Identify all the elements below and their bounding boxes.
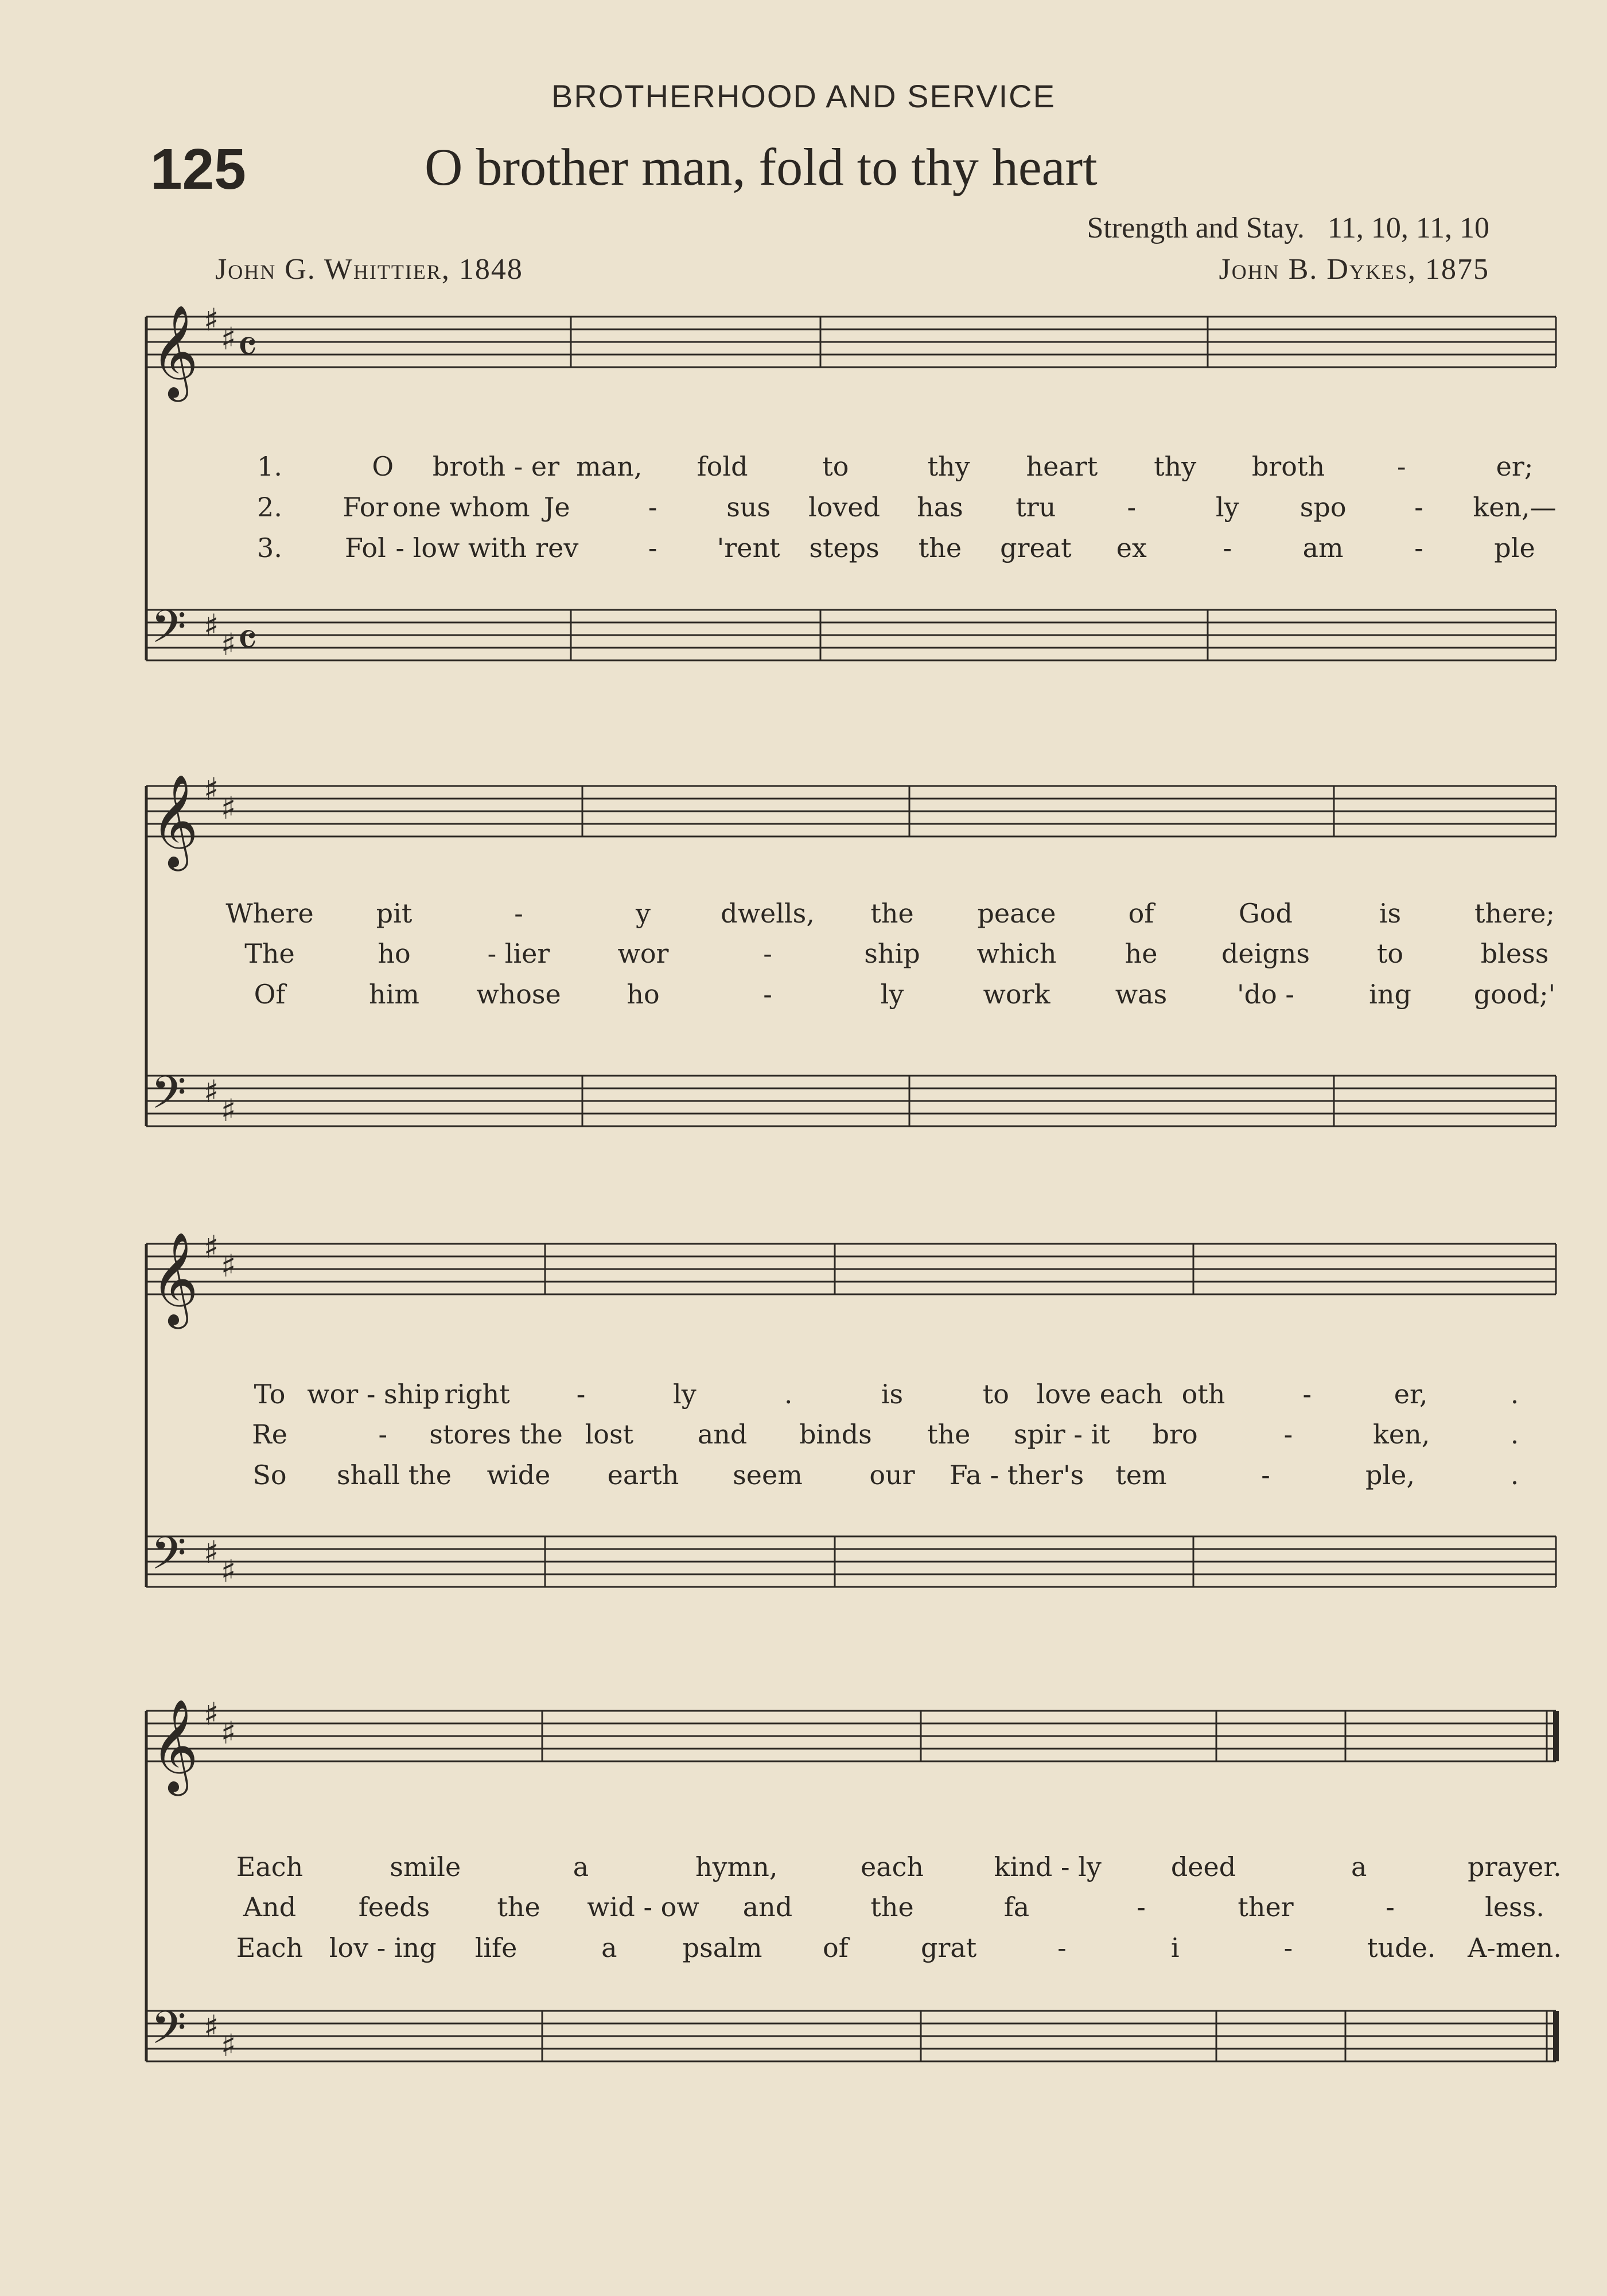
lyric-syllable: there; [1474, 898, 1555, 929]
lyric-syllable: him [369, 979, 419, 1010]
lyric-syllable: bless [1480, 938, 1549, 969]
lyric-syllable: deigns [1221, 938, 1310, 969]
lyric-syllable: The [244, 938, 295, 969]
lyric-syllable: - [1127, 492, 1137, 523]
lyric-syllable: smile [390, 1851, 461, 1882]
lyric-syllable: tru [1015, 492, 1056, 523]
lyric-syllable: fold [697, 451, 748, 482]
lyric-syllable: to [982, 1379, 1009, 1410]
lyric-syllable: - [514, 898, 523, 929]
lyric-syllable: ex [1116, 532, 1147, 563]
lyric-line [0, 532, 1607, 567]
lyric-syllable: oth [1181, 1379, 1225, 1410]
lyric-line [0, 898, 1607, 932]
sharp-icon: ♯ [221, 626, 236, 663]
treble-clef-icon: 𝄞 [151, 1699, 199, 1792]
lyric-syllable: am [1302, 532, 1344, 563]
lyric-syllable: tude. [1367, 1932, 1436, 1963]
lyric-syllable: ther [1238, 1892, 1294, 1923]
lyric-syllable: ken, [1373, 1419, 1430, 1450]
lyric-syllable: the [927, 1419, 971, 1450]
lyric-syllable: wide [487, 1460, 551, 1491]
lyric-line [0, 938, 1607, 972]
lyric-syllable: ple, [1365, 1460, 1415, 1491]
lyric-syllable: earth [607, 1460, 679, 1491]
lyric-syllable: . [1510, 1419, 1519, 1450]
lyric-syllable: each [860, 1851, 924, 1882]
lyric-syllable: whose [476, 979, 561, 1010]
lyric-line [0, 1932, 1607, 1967]
lyric-syllable: man, [576, 451, 643, 482]
lyric-syllable: And [243, 1892, 297, 1923]
lyric-line [0, 1892, 1607, 1926]
lyric-syllable: and [697, 1419, 748, 1450]
lyric-line [0, 1851, 1607, 1886]
lyric-syllable: deed [1170, 1851, 1236, 1882]
lyric-syllable: - [378, 1419, 388, 1450]
lyric-syllable: hymn, [695, 1851, 778, 1882]
treble-clef-icon: 𝄞 [151, 305, 199, 398]
lyric-syllable: great [1000, 532, 1072, 563]
sharp-icon: ♯ [221, 2028, 236, 2064]
lyric-syllable: broth - er [432, 451, 560, 482]
lyric-syllable: i [1170, 1932, 1180, 1963]
lyric-syllable: To [254, 1379, 286, 1410]
lyric-syllable: is [881, 1379, 904, 1410]
lyric-syllable: ho [378, 938, 411, 969]
lyric-syllable: kind - ly [994, 1851, 1102, 1882]
bass-clef-icon: 𝄢 [151, 2001, 186, 2065]
lyric-syllable: peace [977, 898, 1056, 929]
lyric-syllable: - [1261, 1460, 1270, 1491]
lyric-syllable: ly [880, 979, 904, 1010]
sharp-icon: ♯ [221, 1092, 236, 1128]
lyric-syllable: For [343, 492, 388, 523]
lyric-syllable: ken,— [1473, 492, 1557, 523]
lyric-syllable: - lier [487, 938, 550, 969]
lyric-syllable: has [917, 492, 963, 523]
lyric-syllable: bro [1152, 1419, 1198, 1450]
lyric-syllable: . [1510, 1379, 1519, 1410]
lyric-syllable: - [576, 1379, 586, 1410]
lyric-syllable: - [1283, 1932, 1293, 1963]
lyric-syllable: is [1379, 898, 1402, 929]
lyric-syllable: - [763, 979, 772, 1010]
lyric-syllable: the [870, 898, 914, 929]
lyric-syllable: - [763, 938, 772, 969]
lyric-syllable: life [474, 1932, 517, 1963]
lyric-syllable: tem [1115, 1460, 1167, 1491]
lyric-syllable: spo [1299, 492, 1347, 523]
lyric-syllable: which [976, 938, 1057, 969]
lyric-line [0, 492, 1607, 526]
lyric-syllable: wor [617, 938, 669, 969]
lyric-syllable: spir - it [1014, 1419, 1110, 1450]
lyric-syllable: wor - ship [307, 1379, 440, 1410]
meter: 11, 10, 11, 10 [1327, 212, 1489, 244]
lyric-syllable: less. [1485, 1892, 1544, 1923]
lyric-syllable: ple [1494, 532, 1535, 563]
bass-clef-icon: 𝄢 [151, 1066, 186, 1130]
author-credit: John G. Whittier, 1848 [215, 253, 523, 286]
lyric-syllable: dwells, [721, 898, 815, 929]
lyric-syllable: one whom [392, 492, 530, 523]
sharp-icon: ♯ [204, 2009, 219, 2045]
lyric-syllable: to [822, 451, 849, 482]
sharp-icon: ♯ [204, 1229, 219, 1265]
section-header: BROTHERHOOD AND SERVICE [551, 78, 1056, 114]
lyric-syllable: grat [920, 1932, 977, 1963]
lyric-syllable: . [1510, 1460, 1519, 1491]
sharp-icon: ♯ [204, 771, 219, 807]
lyric-syllable: Fol [345, 532, 386, 563]
lyric-syllable: work [983, 979, 1050, 1010]
lyric-syllable: ing [1369, 979, 1411, 1010]
lyric-syllable: Re [252, 1419, 287, 1450]
lyric-syllable: So [252, 1460, 287, 1491]
lyric-syllable: steps [809, 532, 880, 563]
lyric-syllable: seem [733, 1460, 803, 1491]
common-time-icon: 𝄴 [237, 613, 258, 667]
lyric-syllable: a [1351, 1851, 1367, 1882]
lyric-syllable: broth [1251, 451, 1325, 482]
lyric-syllable: sus [726, 492, 771, 523]
lyric-syllable: the [918, 532, 962, 563]
lyric-syllable: he [1124, 938, 1158, 969]
bass-clef-icon: 𝄢 [151, 1527, 186, 1591]
hymn-title: O brother man, fold to thy heart [425, 138, 1098, 196]
lyric-syllable: Each [236, 1932, 303, 1963]
sharp-icon: ♯ [221, 1248, 236, 1284]
sharp-icon: ♯ [221, 1715, 236, 1751]
lyric-syllable: lov - ing [329, 1932, 437, 1963]
lyric-syllable: wid - ow [587, 1892, 699, 1923]
lyric-syllable: pit [376, 898, 413, 929]
lyric-syllable: - [1414, 532, 1423, 563]
lyric-syllable: - low with [395, 532, 527, 563]
lyric-syllable: good;' [1473, 979, 1556, 1010]
lyric-syllable: psalm [682, 1932, 762, 1963]
lyric-syllable: O [372, 451, 394, 482]
lyric-syllable: - [1414, 492, 1423, 523]
lyric-syllable: 1. [257, 451, 282, 482]
treble-clef-icon: 𝄞 [151, 774, 199, 867]
lyric-syllable: - [1283, 1419, 1293, 1450]
lyric-syllable: to [1376, 938, 1404, 969]
lyric-syllable: 'do - [1237, 979, 1294, 1010]
lyric-syllable: right [444, 1379, 510, 1410]
lyric-syllable: - [1302, 1379, 1312, 1410]
lyric-syllable: Je [543, 492, 570, 523]
lyric-syllable: A-men. [1468, 1932, 1562, 1963]
lyric-syllable: our [869, 1460, 915, 1491]
lyric-syllable: Of [254, 979, 286, 1010]
treble-clef-icon: 𝄞 [151, 1232, 199, 1325]
lyric-line [0, 979, 1607, 1013]
lyric-syllable: ly [1215, 492, 1239, 523]
lyric-line [0, 1419, 1607, 1453]
lyric-syllable: rev [535, 532, 579, 563]
sharp-icon: ♯ [204, 1534, 219, 1570]
lyric-syllable: thy [1154, 451, 1197, 482]
lyric-syllable: heart [1026, 451, 1098, 482]
lyric-syllable: the [870, 1892, 914, 1923]
lyric-syllable: . [784, 1379, 793, 1410]
lyric-syllable: thy [927, 451, 970, 482]
composer-credit: John B. Dykes, 1875 [1219, 253, 1489, 286]
lyric-syllable: Each [236, 1851, 303, 1882]
lyric-syllable: er, [1394, 1379, 1428, 1410]
lyric-syllable: lost [585, 1419, 634, 1450]
lyric-syllable: - [648, 532, 657, 563]
lyric-syllable: a [573, 1851, 589, 1882]
lyric-syllable: Where [225, 898, 314, 929]
sharp-icon: ♯ [204, 302, 219, 338]
lyric-syllable: - [1137, 1892, 1146, 1923]
common-time-icon: 𝄴 [237, 320, 258, 373]
lyric-syllable: Fa - ther's [949, 1460, 1084, 1491]
lyric-syllable: the [497, 1892, 540, 1923]
lyric-syllable: - [1057, 1932, 1067, 1963]
lyric-syllable: - [1396, 451, 1406, 482]
lyric-syllable: - [648, 492, 657, 523]
lyric-syllable: ship [864, 938, 920, 969]
lyric-syllable: love each [1036, 1379, 1163, 1410]
lyric-syllable: God [1239, 898, 1293, 929]
tune-name: Strength and Stay. [1087, 212, 1305, 244]
sharp-icon: ♯ [221, 790, 236, 826]
lyric-syllable: - [1386, 1892, 1395, 1923]
sharp-icon: ♯ [204, 608, 219, 644]
lyric-syllable: binds [799, 1419, 872, 1450]
sharp-icon: ♯ [221, 321, 236, 357]
lyric-syllable: loved [808, 492, 881, 523]
lyric-syllable: of [822, 1932, 849, 1963]
lyric-syllable: y [636, 898, 651, 929]
lyric-line [0, 1379, 1607, 1413]
lyric-syllable: ho [627, 979, 660, 1010]
sharp-icon: ♯ [204, 1073, 219, 1110]
bass-clef-icon: 𝄢 [151, 600, 186, 664]
lyric-syllable: 3. [257, 532, 282, 563]
lyric-line [0, 451, 1607, 485]
lyric-syllable: of [1128, 898, 1154, 929]
lyric-syllable: stores the [429, 1419, 563, 1450]
lyric-line [0, 1460, 1607, 1494]
lyric-syllable: shall the [336, 1460, 452, 1491]
lyric-syllable: and [742, 1892, 793, 1923]
hymn-number: 125 [150, 137, 246, 201]
sharp-icon: ♯ [221, 1553, 236, 1589]
lyric-syllable: feeds [358, 1892, 430, 1923]
lyric-syllable: 'rent [717, 532, 780, 563]
lyric-syllable: er; [1496, 451, 1534, 482]
lyric-syllable: was [1115, 979, 1168, 1010]
lyric-syllable: ly [672, 1379, 697, 1410]
lyric-syllable: 2. [257, 492, 282, 523]
lyric-syllable: a [601, 1932, 617, 1963]
lyric-syllable: - [1223, 532, 1232, 563]
lyric-syllable: prayer. [1468, 1851, 1562, 1882]
sharp-icon: ♯ [204, 1696, 219, 1732]
lyric-syllable: fa [1003, 1892, 1030, 1923]
